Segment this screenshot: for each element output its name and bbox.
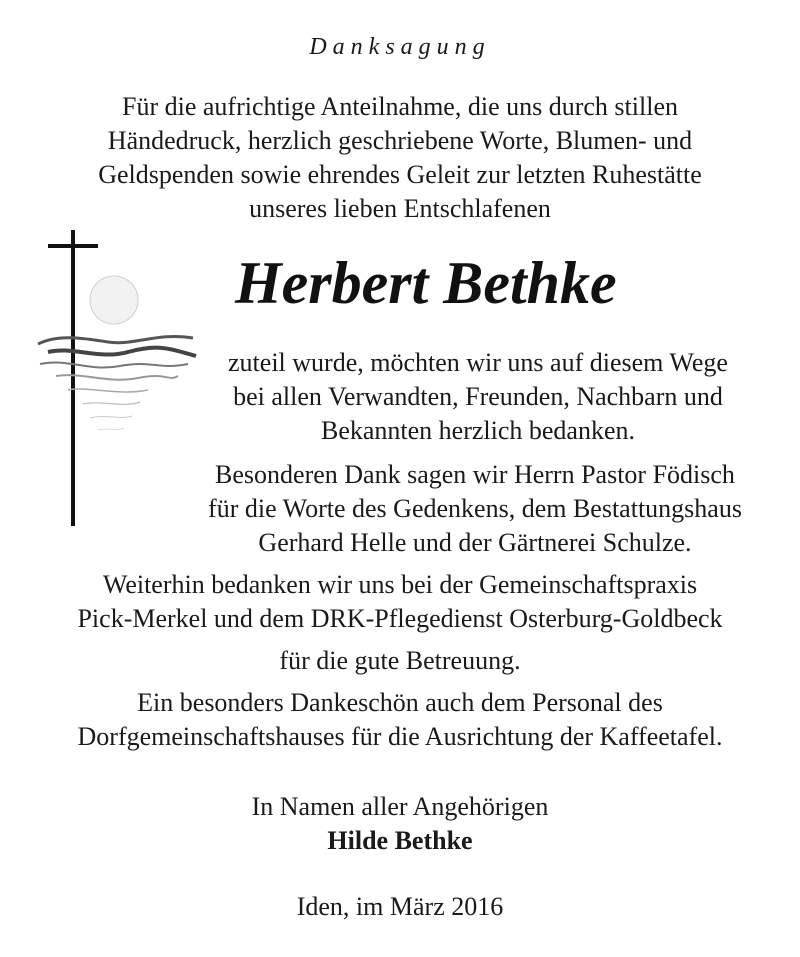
further-line-2: Pick-Merkel und dem DRK-Pflegedienst Osterburg-Goldbeck <box>77 604 723 633</box>
deceased-name: Herbert Bethke <box>235 250 617 316</box>
intro-line-1: Für die aufrichtige Anteilnahme, die uns durch stillen <box>122 92 678 121</box>
further-line-1: Weiterhin bedanken wir uns bei der Gemeinschaftspraxis <box>102 570 698 599</box>
staff-line-2: Dorfgemeinschaftshauses für die Ausrichtung der Kaffeetafel. <box>77 722 723 751</box>
special-line-2: für die Worte des Gedenkens, dem Bestattungshaus <box>208 494 742 523</box>
intro-line-4: unseres lieben Entschlafenen <box>249 194 551 223</box>
place-date: Iden, im März 2016 <box>296 892 504 921</box>
special-line-1: Besonderen Dank sagen wir Herrn Pastor Födisch <box>215 460 735 489</box>
thanks-line-1: zuteil wurde, möchten wir uns auf diesem Wege <box>228 348 728 377</box>
notice-heading: Danksagung <box>309 34 491 60</box>
intro-line-3: Geldspenden sowie ehrendes Geleit zur letzten Ruhestätte <box>98 160 702 189</box>
thanks-line-2: bei allen Verwandten, Freunden, Nachbarn und <box>233 382 723 411</box>
staff-line-1: Ein besonders Dankeschön auch dem Personal des <box>137 688 663 717</box>
intro-line-2: Händedruck, herzlich geschriebene Worte, Blumen- und <box>107 126 693 155</box>
signature-intro: In Namen aller Angehörigen <box>251 792 549 821</box>
signature-name: Hilde Bethke <box>327 826 473 855</box>
further-line-3: für die gute Betreuung. <box>279 646 521 675</box>
landscape-illustration <box>28 272 198 442</box>
special-line-3: Gerhard Helle und der Gärtnerei Schulze. <box>258 528 692 557</box>
thanks-line-3: Bekannten herzlich bedanken. <box>320 416 636 445</box>
